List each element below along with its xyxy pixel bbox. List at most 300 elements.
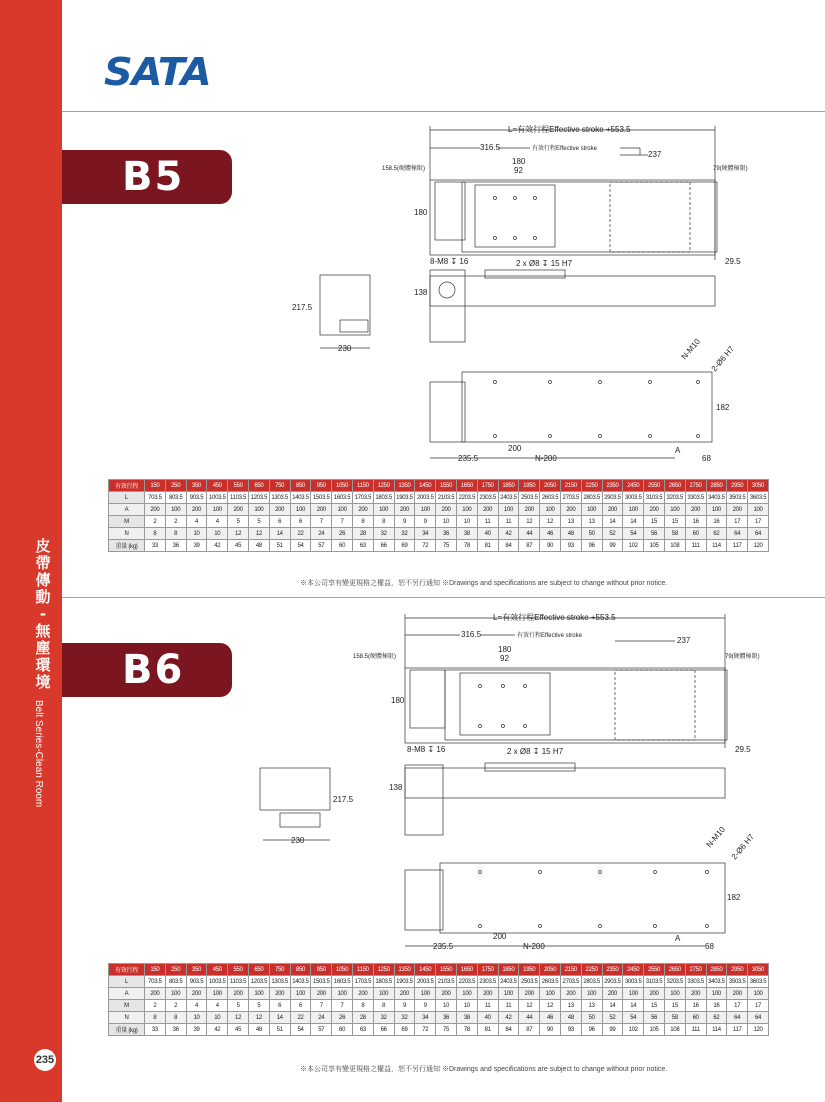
table-cell: 7 <box>332 516 353 528</box>
header-stroke-value: 3050 <box>748 480 769 492</box>
table-cell: 3103.5 <box>644 492 665 504</box>
table-cell: 40 <box>477 1012 498 1024</box>
table-cell: 114 <box>706 540 727 552</box>
header-stroke-label: 有效行程 <box>109 964 145 976</box>
table-cell: 28 <box>352 1012 373 1024</box>
category-label-en <box>30 700 44 830</box>
table-cell: 3403.5 <box>706 976 727 988</box>
dim-182: 182 <box>727 893 741 902</box>
header-stroke-value: 150 <box>145 480 166 492</box>
dim-217: 217.5 <box>333 795 354 804</box>
row-label: N <box>109 1012 145 1024</box>
dim-316: 316.5 <box>461 630 482 639</box>
table-cell: 2403.5 <box>498 492 519 504</box>
model-title: B6 <box>122 647 185 693</box>
table-cell: 200 <box>477 988 498 1000</box>
table-cell: 42 <box>498 1012 519 1024</box>
table-cell: 12 <box>228 528 249 540</box>
dim-180b: 180 <box>391 696 405 705</box>
header-stroke-value: 1550 <box>436 480 457 492</box>
row-label: M <box>109 516 145 528</box>
header-stroke-value: 750 <box>269 964 290 976</box>
table-cell: 22 <box>290 1012 311 1024</box>
table-cell: 62 <box>706 1012 727 1024</box>
dim-29: 29.5 <box>725 257 741 266</box>
table-cell: 78 <box>456 540 477 552</box>
table-cell: 3203.5 <box>664 492 685 504</box>
table-cell: 803.5 <box>165 976 186 988</box>
header-stroke-value: 2750 <box>685 964 706 976</box>
table-cell: 48 <box>560 1012 581 1024</box>
header-stroke-value: 1850 <box>498 480 519 492</box>
table-cell: 200 <box>228 504 249 516</box>
table-cell: 200 <box>228 988 249 1000</box>
row-label: L <box>109 492 145 504</box>
table-cell: 1303.5 <box>269 492 290 504</box>
table-header-row <box>109 480 769 492</box>
table-cell: 100 <box>581 504 602 516</box>
side-band <box>0 0 62 1102</box>
header-stroke-value: 1750 <box>477 480 498 492</box>
row-label: 重量 (kg) <box>109 540 145 552</box>
table-cell: 32 <box>373 1012 394 1024</box>
table-cell: 10 <box>456 516 477 528</box>
table-cell: 63 <box>352 1024 373 1036</box>
category-char: 動 <box>35 588 51 606</box>
header-stroke-value: 2350 <box>602 964 623 976</box>
page-number: 235 <box>34 1049 56 1071</box>
dim-79: 79(硬體極限) <box>713 166 748 172</box>
table-cell: 100 <box>706 988 727 1000</box>
table-cell: 1003.5 <box>207 492 228 504</box>
header-stroke-value: 2350 <box>602 480 623 492</box>
row-label: A <box>109 504 145 516</box>
table-cell: 9 <box>415 516 436 528</box>
header-stroke-value: 1750 <box>477 964 498 976</box>
table-cell: 9 <box>394 516 415 528</box>
holes-spec: 8-M8 ↧ 16 <box>430 257 469 266</box>
table-cell: 903.5 <box>186 976 207 988</box>
header-stroke-value: 2650 <box>664 480 685 492</box>
table-cell: 4 <box>207 516 228 528</box>
table-cell: 200 <box>644 504 665 516</box>
table-cell: 54 <box>623 528 644 540</box>
table-cell: 200 <box>685 988 706 1000</box>
table-cell: 1003.5 <box>207 976 228 988</box>
table-cell: 3603.5 <box>748 492 769 504</box>
table-cell: 3003.5 <box>623 976 644 988</box>
header-stroke-value: 1150 <box>352 964 373 976</box>
header-stroke-value: 2550 <box>644 964 665 976</box>
table-cell: 8 <box>352 1000 373 1012</box>
table-cell: 5 <box>248 516 269 528</box>
header-stroke-value: 1650 <box>456 964 477 976</box>
table-cell: 12 <box>248 528 269 540</box>
table-cell: 56 <box>644 1012 665 1024</box>
table-cell: 2 <box>165 1000 186 1012</box>
table-cell: 46 <box>540 528 561 540</box>
dim-29: 29.5 <box>735 745 751 754</box>
dim-230: 230 <box>338 344 352 353</box>
table-cell: 2903.5 <box>602 976 623 988</box>
table-cell: 11 <box>498 516 519 528</box>
table-cell: 3503.5 <box>727 492 748 504</box>
table-cell: 2103.5 <box>436 976 457 988</box>
pins-spec: 2 x Ø8 ↧ 15 H7 <box>507 747 564 756</box>
table-cell: 11 <box>477 516 498 528</box>
table-cell: 100 <box>290 504 311 516</box>
model-tab-b5 <box>62 150 232 204</box>
table-cell: 13 <box>560 516 581 528</box>
table-cell: 200 <box>560 504 581 516</box>
table-cell: 117 <box>727 540 748 552</box>
table-cell: 2003.5 <box>415 492 436 504</box>
table-cell: 120 <box>748 540 769 552</box>
header-stroke-value: 2650 <box>664 964 685 976</box>
table-cell: 51 <box>269 1024 290 1036</box>
table-cell: 7 <box>332 1000 353 1012</box>
table-cell: 42 <box>207 540 228 552</box>
table-cell: 39 <box>186 1024 207 1036</box>
table-cell: 58 <box>664 528 685 540</box>
table-row <box>109 1000 769 1012</box>
table-cell: 15 <box>644 516 665 528</box>
table-cell: 5 <box>248 1000 269 1012</box>
table-cell: 38 <box>456 1012 477 1024</box>
header-stroke-value: 450 <box>207 964 228 976</box>
header-stroke-value: 550 <box>228 480 249 492</box>
table-cell: 100 <box>456 504 477 516</box>
table-cell: 64 <box>727 528 748 540</box>
table-row <box>109 504 769 516</box>
header-stroke-value: 1350 <box>394 964 415 976</box>
table-cell: 99 <box>602 1024 623 1036</box>
table-row <box>109 1024 769 1036</box>
table-cell: 12 <box>248 1012 269 1024</box>
model-title: B5 <box>122 154 185 200</box>
dim-180a: 180 <box>498 645 512 654</box>
table-cell: 52 <box>602 528 623 540</box>
a-label: A <box>675 446 681 455</box>
table-cell: 12 <box>540 516 561 528</box>
table-cell: 117 <box>727 1024 748 1036</box>
table-cell: 3403.5 <box>706 492 727 504</box>
table-cell: 108 <box>664 540 685 552</box>
table-cell: 3303.5 <box>685 492 706 504</box>
table-cell: 200 <box>685 504 706 516</box>
table-cell: 32 <box>394 1012 415 1024</box>
b6-spec-table <box>108 963 769 1036</box>
table-cell: 1603.5 <box>332 492 353 504</box>
header-stroke-value: 2150 <box>560 964 581 976</box>
table-cell: 2803.5 <box>581 976 602 988</box>
table-cell: 16 <box>706 516 727 528</box>
table-cell: 57 <box>311 1024 332 1036</box>
table-row <box>109 492 769 504</box>
table-row <box>109 540 769 552</box>
table-cell: 10 <box>207 1012 228 1024</box>
table-cell: 200 <box>477 504 498 516</box>
table-cell: 1903.5 <box>394 492 415 504</box>
category-char: 皮 <box>35 537 51 555</box>
table-cell: 46 <box>540 1012 561 1024</box>
header-stroke-value: 2850 <box>706 480 727 492</box>
table-cell: 33 <box>145 540 166 552</box>
header-stroke-value: 2250 <box>581 480 602 492</box>
table-cell: 1903.5 <box>394 976 415 988</box>
table-cell: 40 <box>477 528 498 540</box>
header-stroke-value: 2950 <box>727 480 748 492</box>
category-char: 傳 <box>35 571 51 589</box>
table-cell: 62 <box>706 528 727 540</box>
table-cell: 703.5 <box>145 492 166 504</box>
table-cell: 12 <box>519 1000 540 1012</box>
table-cell: 12 <box>519 516 540 528</box>
dim-316: 316.5 <box>480 143 501 152</box>
table-cell: 200 <box>644 988 665 1000</box>
b5-note: ※本公司享有變更規格之權益，恕不另行通知 ※Drawings and specifications are subject to change without prior notice. <box>300 580 668 587</box>
header-stroke-value: 2450 <box>623 964 644 976</box>
table-cell: 64 <box>748 1012 769 1024</box>
header-stroke-value: 2050 <box>540 480 561 492</box>
table-cell: 28 <box>352 528 373 540</box>
table-cell: 60 <box>332 1024 353 1036</box>
length-formula: L=有效行程Effective stroke +553.5 <box>508 125 631 134</box>
table-cell: 10 <box>436 1000 457 1012</box>
table-cell: 16 <box>685 516 706 528</box>
table-cell: 24 <box>311 528 332 540</box>
header-stroke-value: 2950 <box>727 964 748 976</box>
table-cell: 12 <box>540 1000 561 1012</box>
holes-spec: 8-M8 ↧ 16 <box>407 745 446 754</box>
table-cell: 54 <box>623 1012 644 1024</box>
dim-180a: 180 <box>512 157 526 166</box>
table-cell: 17 <box>727 516 748 528</box>
table-cell: 2803.5 <box>581 492 602 504</box>
table-cell: 100 <box>664 988 685 1000</box>
table-cell: 6 <box>290 1000 311 1012</box>
category-char: - <box>39 605 47 623</box>
header-stroke-value: 850 <box>290 964 311 976</box>
header-stroke-value: 1250 <box>373 480 394 492</box>
table-cell: 12 <box>228 1012 249 1024</box>
table-cell: 24 <box>311 1012 332 1024</box>
table-cell: 60 <box>685 1012 706 1024</box>
model-tab-b6 <box>62 643 232 697</box>
table-cell: 100 <box>623 504 644 516</box>
table-cell: 100 <box>165 504 186 516</box>
table-cell: 100 <box>498 988 519 1000</box>
table-cell: 100 <box>332 988 353 1000</box>
a-label: A <box>675 934 681 943</box>
table-cell: 50 <box>581 1012 602 1024</box>
table-cell: 15 <box>644 1000 665 1012</box>
table-cell: 100 <box>540 988 561 1000</box>
nm10: N-M10 <box>704 825 727 850</box>
table-cell: 200 <box>269 504 290 516</box>
table-cell: 2903.5 <box>602 492 623 504</box>
table-cell: 2303.5 <box>477 492 498 504</box>
header-stroke-value: 1450 <box>415 964 436 976</box>
header-stroke-value: 750 <box>269 480 290 492</box>
table-cell: 45 <box>228 540 249 552</box>
table-cell: 14 <box>269 528 290 540</box>
table-cell: 1703.5 <box>352 492 373 504</box>
table-cell: 84 <box>498 1024 519 1036</box>
dim-235: 235.5 <box>433 942 454 951</box>
table-cell: 60 <box>685 528 706 540</box>
header-stroke-value: 1550 <box>436 964 457 976</box>
header-stroke-value: 550 <box>228 964 249 976</box>
header-stroke-value: 950 <box>311 964 332 976</box>
table-cell: 1803.5 <box>373 976 394 988</box>
table-cell: 10 <box>186 528 207 540</box>
header-stroke-value: 1250 <box>373 964 394 976</box>
table-cell: 4 <box>207 1000 228 1012</box>
category-label-cn <box>34 538 52 691</box>
table-cell: 36 <box>436 528 457 540</box>
table-cell: 32 <box>394 528 415 540</box>
header-stroke-value: 1650 <box>456 480 477 492</box>
table-cell: 108 <box>664 1024 685 1036</box>
table-cell: 2403.5 <box>498 976 519 988</box>
header-stroke-value: 350 <box>186 480 207 492</box>
table-cell: 2203.5 <box>456 492 477 504</box>
table-cell: 93 <box>560 540 581 552</box>
section-divider <box>62 597 825 598</box>
table-cell: 102 <box>623 1024 644 1036</box>
effective-stroke: 有效行程Effective stroke <box>517 633 582 639</box>
table-cell: 8 <box>165 528 186 540</box>
table-cell: 1203.5 <box>248 492 269 504</box>
dim-68: 68 <box>702 454 711 463</box>
table-cell: 2503.5 <box>519 492 540 504</box>
category-char: 塵 <box>35 639 51 657</box>
table-cell: 48 <box>560 528 581 540</box>
category-en-text: Belt Series-Clean Room <box>33 700 44 808</box>
table-cell: 87 <box>519 540 540 552</box>
table-cell: 17 <box>748 1000 769 1012</box>
table-cell: 100 <box>748 988 769 1000</box>
table-cell: 8 <box>145 1012 166 1024</box>
table-cell: 2703.5 <box>560 492 581 504</box>
category-char: 境 <box>35 673 51 691</box>
table-cell: 6 <box>290 516 311 528</box>
table-cell: 33 <box>145 1024 166 1036</box>
table-cell: 72 <box>415 540 436 552</box>
table-cell: 200 <box>311 988 332 1000</box>
table-cell: 63 <box>352 540 373 552</box>
row-label: L <box>109 976 145 988</box>
dim-138: 138 <box>389 783 403 792</box>
table-cell: 100 <box>207 988 228 1000</box>
table-cell: 100 <box>248 504 269 516</box>
length-formula: L=有效行程Effective stroke +553.5 <box>493 613 616 622</box>
row-label: M <box>109 1000 145 1012</box>
table-cell: 10 <box>207 528 228 540</box>
table-cell: 100 <box>290 988 311 1000</box>
category-char: 帶 <box>35 554 51 572</box>
table-cell: 200 <box>436 504 457 516</box>
header-stroke-value: 250 <box>165 964 186 976</box>
category-char: 無 <box>35 622 51 640</box>
table-cell: 1303.5 <box>269 976 290 988</box>
table-cell: 3203.5 <box>664 976 685 988</box>
n-label: N-200 <box>535 454 557 463</box>
table-cell: 2 <box>145 516 166 528</box>
table-cell: 100 <box>498 504 519 516</box>
table-cell: 105 <box>644 540 665 552</box>
table-cell: 15 <box>664 1000 685 1012</box>
header-stroke-value: 1850 <box>498 964 519 976</box>
table-cell: 17 <box>748 516 769 528</box>
table-cell: 100 <box>664 504 685 516</box>
header-stroke-value: 650 <box>248 964 269 976</box>
header-stroke-value: 1350 <box>394 480 415 492</box>
table-cell: 34 <box>415 528 436 540</box>
table-cell: 58 <box>664 1012 685 1024</box>
table-cell: 44 <box>519 1012 540 1024</box>
dim-200: 200 <box>508 444 522 453</box>
table-cell: 44 <box>519 528 540 540</box>
table-cell: 3503.5 <box>727 976 748 988</box>
b5-drawing <box>290 120 748 463</box>
table-cell: 17 <box>727 1000 748 1012</box>
table-cell: 64 <box>748 528 769 540</box>
table-cell: 200 <box>352 988 373 1000</box>
table-cell: 8 <box>165 1012 186 1024</box>
row-label: N <box>109 528 145 540</box>
row-label: 重量 (kg) <box>109 1024 145 1036</box>
table-cell: 2203.5 <box>456 976 477 988</box>
table-cell: 36 <box>436 1012 457 1024</box>
table-cell: 72 <box>415 1024 436 1036</box>
table-cell: 2003.5 <box>415 976 436 988</box>
table-cell: 100 <box>623 988 644 1000</box>
table-cell: 8 <box>145 528 166 540</box>
header-stroke-value: 150 <box>145 964 166 976</box>
table-row <box>109 1012 769 1024</box>
table-cell: 52 <box>602 1012 623 1024</box>
table-cell: 26 <box>332 1012 353 1024</box>
header-stroke-label: 有效行程 <box>109 480 145 492</box>
table-cell: 8 <box>373 1000 394 1012</box>
header-stroke-value: 2750 <box>685 480 706 492</box>
table-cell: 11 <box>477 1000 498 1012</box>
table-cell: 105 <box>644 1024 665 1036</box>
table-cell: 7 <box>311 1000 332 1012</box>
table-cell: 100 <box>165 988 186 1000</box>
section-divider <box>62 111 825 112</box>
table-cell: 1603.5 <box>332 976 353 988</box>
table-cell: 111 <box>685 540 706 552</box>
sata-logo: SATA <box>104 50 211 94</box>
table-cell: 200 <box>602 988 623 1000</box>
header-stroke-value: 850 <box>290 480 311 492</box>
table-cell: 39 <box>186 540 207 552</box>
table-cell: 7 <box>311 516 332 528</box>
table-cell: 2503.5 <box>519 976 540 988</box>
dim-68: 68 <box>705 942 714 951</box>
table-cell: 2603.5 <box>540 492 561 504</box>
table-cell: 96 <box>581 1024 602 1036</box>
table-row <box>109 528 769 540</box>
header-stroke-value: 950 <box>311 480 332 492</box>
table-cell: 200 <box>311 504 332 516</box>
table-cell: 16 <box>706 1000 727 1012</box>
table-cell: 90 <box>540 540 561 552</box>
table-header-row <box>109 964 769 976</box>
